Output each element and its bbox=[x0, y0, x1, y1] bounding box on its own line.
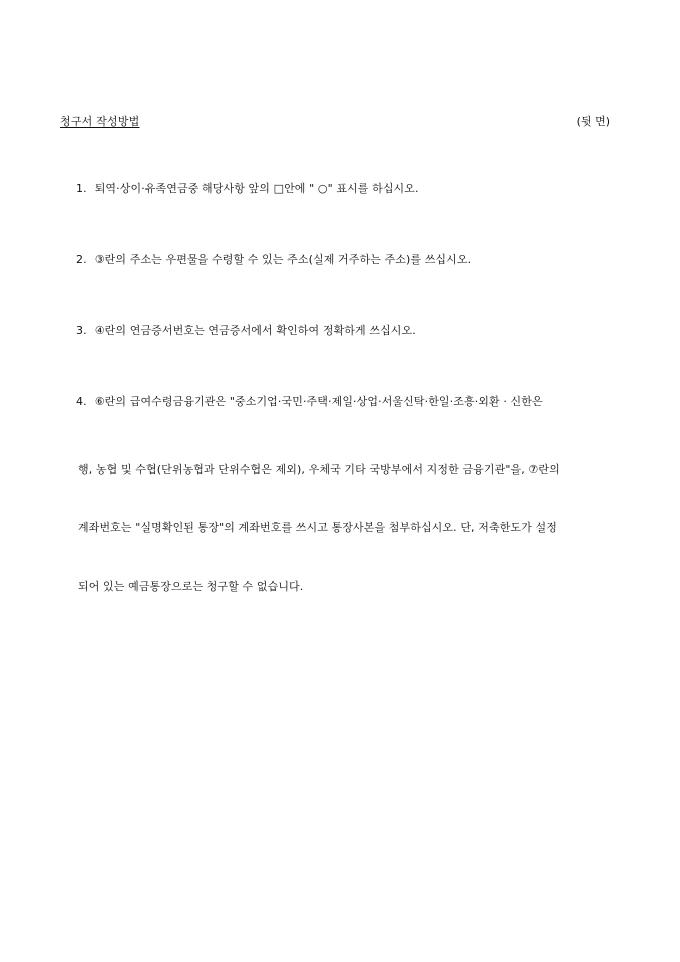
page-side-label: (뒷 면) bbox=[576, 115, 610, 128]
item-text: ③란의 주소는 우편물을 수령할 수 있는 주소(실제 거주하는 주소)를 쓰십시오. bbox=[94, 253, 472, 266]
instruction-item-1 bbox=[76, 180, 419, 196]
item-text: ⑥란의 급여수령금융기관은 "중소기업·국민·주택·제일·상업·서울신탁·한일·조흥·외환 · 신한은 bbox=[94, 395, 543, 408]
instruction-item-3 bbox=[76, 322, 416, 338]
item-number: 1. bbox=[76, 182, 87, 195]
item-text: ④란의 연금증서번호는 연금증서에서 확인하여 정확하게 쓰십시오. bbox=[94, 324, 416, 337]
instruction-item-2 bbox=[76, 251, 471, 267]
document-title: 청구서 작성방법 bbox=[60, 115, 140, 128]
item-number: 4. bbox=[76, 395, 87, 408]
item-number: 3. bbox=[76, 324, 87, 337]
instruction-item-4 bbox=[76, 393, 543, 409]
instruction-item-4-line-3: 계좌번호는 "실명확인된 통장"의 계좌번호를 쓰시고 통장사본을 첨부하십시오. 단, 저축한도가 설정 bbox=[78, 521, 557, 534]
item-number: 2. bbox=[76, 253, 87, 266]
instruction-item-4-line-4: 되어 있는 예금통장으로는 청구할 수 없습니다. bbox=[78, 580, 304, 593]
instruction-item-4-line-2: 행, 농협 및 수협(단위농협과 단위수협은 제외), 우체국 기타 국방부에서 지정한 금융기관"을, ⑦란의 bbox=[78, 463, 560, 476]
item-text: 퇴역·상이·유족연금중 해당사항 앞의 □안에 " ○" 표시를 하십시오. bbox=[94, 182, 419, 195]
